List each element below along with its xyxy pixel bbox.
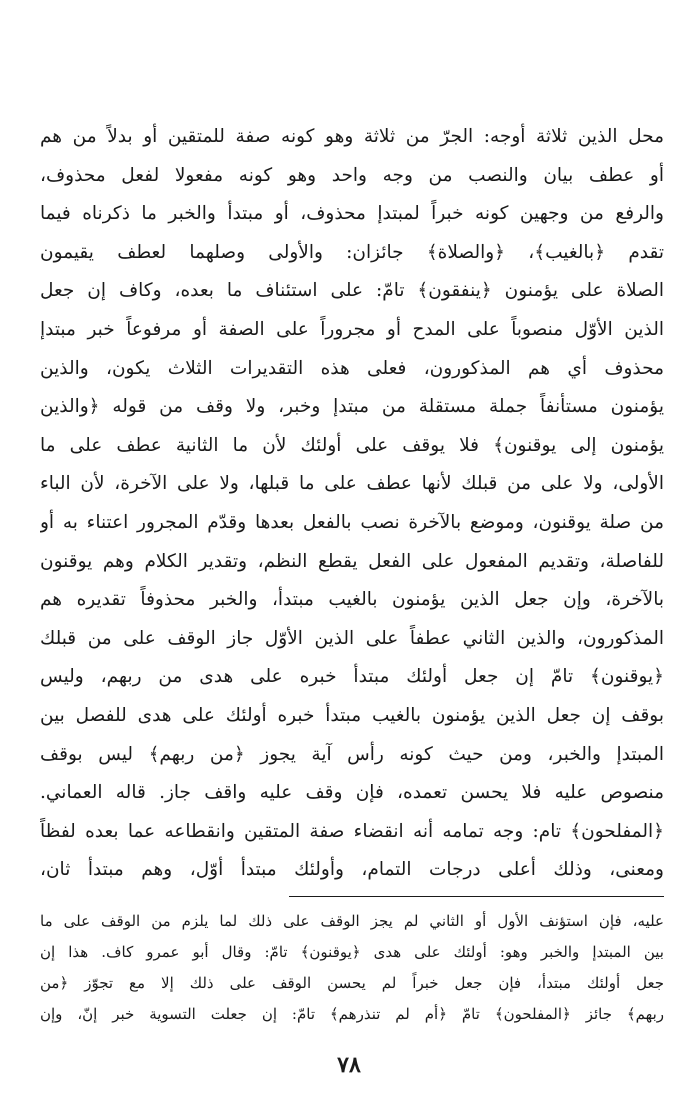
page-number: ٧٨ (337, 1052, 361, 1078)
text-line: للفاصلة، وتقديم المفعول على الفعل يقطع النظم، وتقدير الكلام وهم يوقنون (40, 550, 664, 572)
text-line: من صلة يوقنون، وموضع بالآخرة نصب بالفعل بعدها وقدّم المجرور اعتناء به أو (40, 511, 664, 533)
text-line: ومعنى، وذلك أعلى درجات التمام، وأولئك مبتدأ أوّل، وهم مبتدأ ثان، (40, 859, 664, 881)
text-line: المذكورون، والذين الثاني عطفاً على الذين الأوّل جاز الوقف على من قبلك (40, 627, 664, 649)
text-line: المبتدإ والخبر، ومن حيث كونه رأس آية يجوز ﴿من ربهم﴾ ليس بوقف (40, 743, 664, 765)
text-line: أو عطف بيان والنصب من وجه واحد وهو كونه مفعولا لفعل محذوف، (40, 164, 664, 186)
text-line: الأولى، ولا على من قبلك لأنها عطف على ما قبلها، ولا على الآخرة، لأن الباء (40, 473, 664, 495)
text-line: ﴿يوقنون﴾ تامّ إن جعل أولئك مبتدأ خبره على هدى من ربهم، وليس (40, 666, 664, 688)
footnote-line: جعل أولئك مبتدأ، فإن جعل خبراً لم يحسن الوقف على ذلك إلا مع تجوّز ﴿من (40, 974, 664, 992)
text-line: محل الذين ثلاثة أوجه: الجرّ من ثلاثة وهو كونه صفة للمتقين أو بدلاً من هم (40, 126, 664, 147)
text-line: منصوص عليه فلا يحسن تعمده، فإن وقف عليه واقف جاز. قاله العماني. (40, 782, 664, 804)
text-line: الذين الأوّل منصوباً على المدح أو مجروراً على الصفة أو مرفوعاً خبر مبتدإ (40, 318, 664, 340)
text-line: بالآخرة، وإن جعل الذين يؤمنون بالغيب مبتدأ، والخبر محذوفاً تقديره هم (40, 589, 664, 611)
footnote-line: عليه، فإن استؤنف الأول أو الثاني لم يجز الوقف على ذلك لما يلزم من الوقف على ما (40, 912, 664, 930)
text-line: يؤمنون مستأنفاً جملة مستقلة من مبتدإ وخبر، ولا وقف من قوله ﴿والذين (40, 396, 664, 418)
footnote-line: بين المبتدإ والخبر وهو: أولئك على هدى ﴿يوقنون﴾ تامّ: وقال أبو عمرو كاف. هذا إن (40, 943, 664, 961)
footnote-line: ربهم﴾ جائز ﴿المفلحون﴾ تامّ ﴿أم لم تنذرهم﴾ تامّ: إن جعلت التسوية خبر إنّ، وإن (40, 1005, 664, 1023)
text-line: بوقف إن جعل الذين يؤمنون بالغيب مبتدأ خبره أولئك على هدى للفصل بين (40, 704, 664, 726)
text-line: محذوف أي هم المذكورون، فعلى هذه التقديرات الثلاث يكون، والذين (40, 357, 664, 379)
footnote-divider (289, 896, 664, 897)
text-line: والرفع من وجهين كونه خبراً لمبتدإ محذوف، أو مبتدأ والخبر ما ذكرناه فيما (40, 203, 664, 225)
text-line: الصلاة على يؤمنون ﴿ينفقون﴾ تامّ: على استئناف ما بعده، وكاف إن جعل (40, 280, 664, 302)
footnote-block (40, 906, 664, 1030)
main-text-block (40, 118, 664, 890)
text-line: ﴿المفلحون﴾ تام: وجه تمامه أنه انقضاء صفة المتقين وانقطاعه عما بعده لفظاً (40, 820, 664, 842)
text-line: يؤمنون إلى يوقنون﴾ فلا يوقف على أولئك لأن ما الثانية عطف على ما (40, 434, 664, 456)
text-line: تقدم ﴿بالغيب﴾، ﴿والصلاة﴾ جائزان: والأولى وصلهما لعطف يقيمون (40, 241, 664, 263)
